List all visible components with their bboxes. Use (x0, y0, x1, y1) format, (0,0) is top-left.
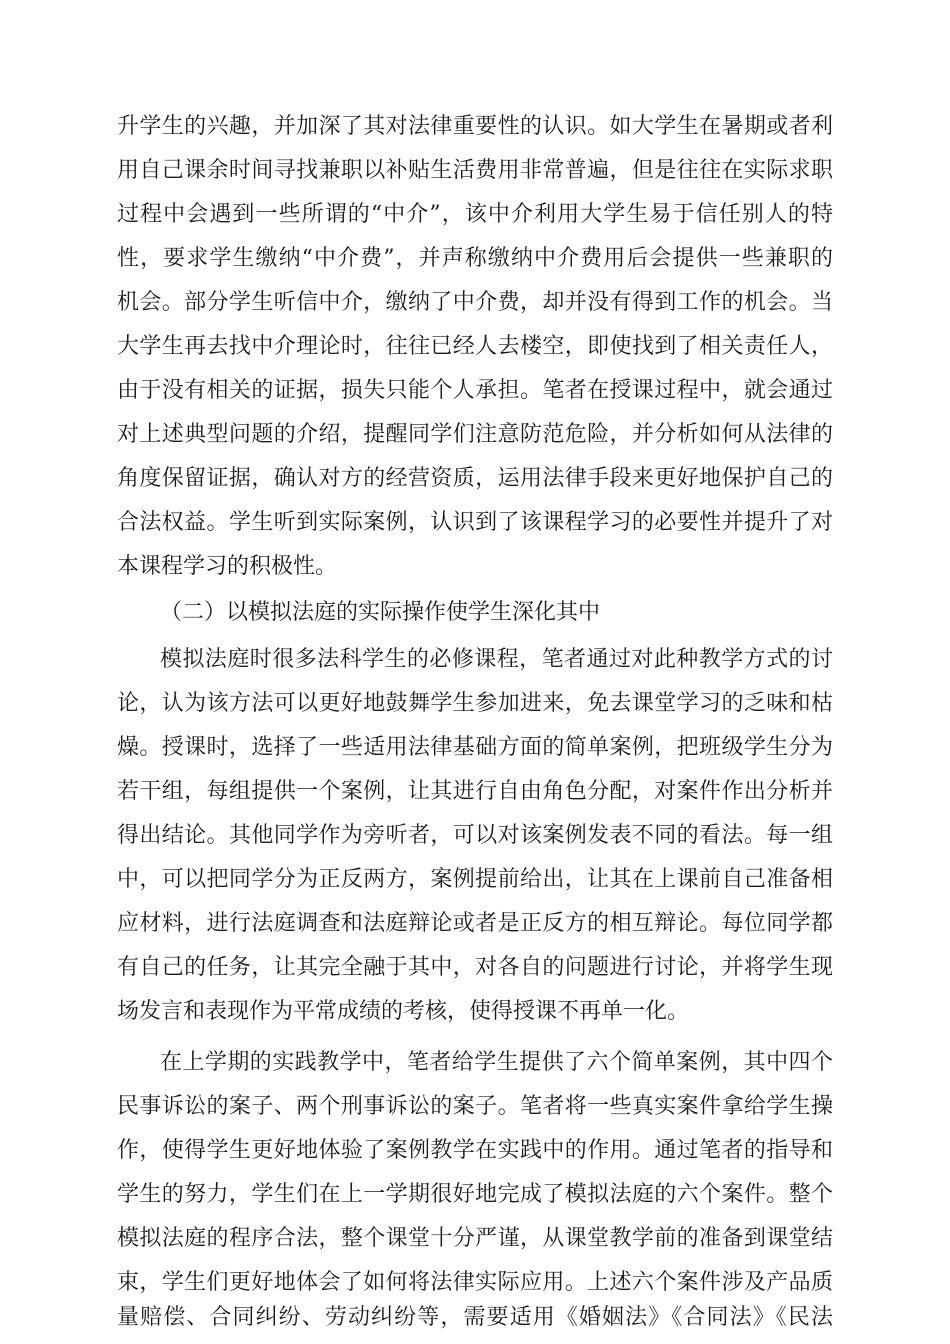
paragraph-line: 束，学生们更好地体会了如何将法律实际应用。上述六个案件涉及产品质 (117, 1270, 833, 1295)
paragraph-line: 燥。授课时，选择了一些适用法律基础方面的简单案例，把班级学生分为 (117, 735, 833, 760)
paragraph-line: 性，要求学生缴纳“中介费”，并声称缴纳中介费用后会提供一些兼职的 (117, 246, 833, 271)
paragraph-line: 学生的努力，学生们在上一学期很好地完成了模拟法庭的六个案件。整个 (117, 1182, 833, 1207)
paragraph-line: 有自己的任务，让其完全融于其中，对各自的问题进行讨论，并将学生现 (117, 955, 833, 980)
paragraph-line: 得出结论。其他同学作为旁听者，可以对该案例发表不同的看法。每一组 (117, 823, 833, 848)
paragraph-line: 模拟法庭的程序合法，整个课堂十分严谨，从课堂教学前的准备到课堂结 (117, 1226, 833, 1251)
paragraph-line: 过程中会遇到一些所谓的“中介”，该中介利用大学生易于信任别人的特 (117, 202, 833, 227)
paragraph-line: 由于没有相关的证据，损失只能个人承担。笔者在授课过程中，就会通过 (117, 378, 833, 403)
paragraph-line: 场发言和表现作为平常成绩的考核，使得授课不再单一化。 (117, 999, 690, 1024)
paragraph-line: 角度保留证据，确认对方的经营资质，运用法律手段来更好地保护自己的 (117, 466, 833, 491)
section-heading: （二）以模拟法庭的实际操作使学生深化其中 (160, 600, 601, 625)
paragraph-line: 机会。部分学生听信中介，缴纳了中介费，却并没有得到工作的机会。当 (117, 290, 833, 315)
paragraph-line: 本课程学习的积极性。 (117, 554, 338, 579)
paragraph-line: 大学生再去找中介理论时，往往已经人去楼空，即使找到了相关责任人， (117, 334, 833, 359)
paragraph-line: 升学生的兴趣，并加深了其对法律重要性的认识。如大学生在暑期或者利 (117, 114, 833, 139)
paragraph-line: 作，使得学生更好地体验了案例教学在实践中的作用。通过笔者的指导和 (117, 1138, 833, 1163)
paragraph-line: 中，可以把同学分为正反两方，案例提前给出，让其在上课前自己准备相 (117, 867, 833, 892)
paragraph-line: 用自己课余时间寻找兼职以补贴生活费用非常普遍，但是往往在实际求职 (117, 158, 833, 183)
paragraph-line: 模拟法庭时很多法科学生的必修课程，笔者通过对此种教学方式的讨 (160, 647, 833, 672)
paragraph-line: 若干组，每组提供一个案例，让其进行自由角色分配，对案件作出分析并 (117, 779, 833, 804)
paragraph-line: 量赔偿、合同纠纷、劳动纠纷等，需要适用《婚姻法》《合同法》《民法 (117, 1305, 833, 1330)
paragraph-line: 民事诉讼的案子、两个刑事诉讼的案子。笔者将一些真实案件拿给学生操 (117, 1094, 833, 1119)
paragraph-line: 应材料，进行法庭调查和法庭辩论或者是正反方的相互辩论。每位同学都 (117, 911, 833, 936)
paragraph-line: 合法权益。学生听到实际案例，认识到了该课程学习的必要性并提升了对 (117, 510, 833, 535)
paragraph-line: 论，认为该方法可以更好地鼓舞学生参加进来，免去课堂学习的乏味和枯 (117, 691, 833, 716)
paragraph-line: 在上学期的实践教学中，笔者给学生提供了六个简单案例，其中四个 (160, 1050, 833, 1075)
paragraph-line: 对上述典型问题的介绍，提醒同学们注意防范危险，并分析如何从法律的 (117, 422, 833, 447)
